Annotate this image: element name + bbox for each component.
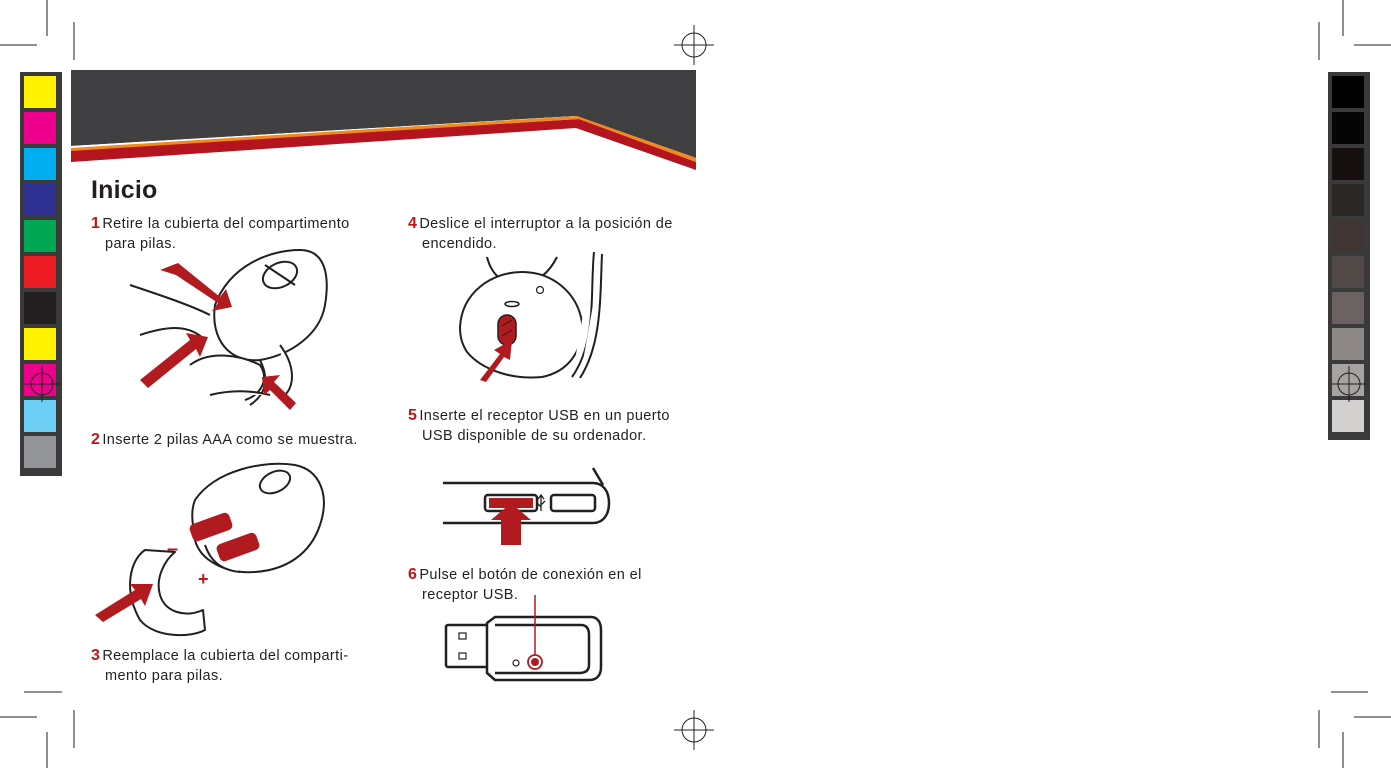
color-swatch: [24, 112, 56, 144]
color-swatch: [24, 256, 56, 288]
insert-batteries-illustration: [95, 460, 335, 640]
color-swatch: [1332, 400, 1364, 432]
step-2: [91, 430, 358, 450]
color-swatch: [24, 436, 56, 468]
color-swatch: [1332, 184, 1364, 216]
page-title: Inicio: [91, 176, 158, 204]
step-text: encendido.: [422, 236, 497, 252]
step-text: mento para pilas.: [105, 668, 224, 684]
remove-cover-illustration: [120, 245, 360, 415]
step-4: [408, 214, 673, 254]
color-bar-left: [20, 72, 62, 476]
color-swatch: [24, 400, 56, 432]
registration-mark-icon: [674, 25, 714, 65]
step-text: receptor USB.: [422, 587, 519, 603]
step-number: 1: [91, 215, 101, 232]
color-swatch: [1332, 220, 1364, 252]
registration-mark-icon: [1329, 364, 1369, 404]
color-swatch: [24, 76, 56, 108]
step-number: 3: [91, 647, 101, 664]
color-swatch: [24, 328, 56, 360]
step-text: Retire la cubierta del compartimento: [102, 216, 350, 232]
step-5: [408, 406, 670, 446]
color-swatch: [24, 220, 56, 252]
step-number: 6: [408, 566, 418, 583]
step-text: Reemplace la cubierta del comparti-: [102, 648, 349, 664]
color-swatch: [1332, 328, 1364, 360]
step-3: [91, 646, 348, 686]
step-text: Inserte el receptor USB en un puerto: [419, 408, 670, 424]
registration-mark-icon: [22, 364, 62, 404]
color-swatch: [1332, 292, 1364, 324]
usb-receiver-illustration: [443, 595, 613, 690]
color-swatch: [1332, 112, 1364, 144]
color-swatch: [24, 184, 56, 216]
usb-port-illustration: [443, 465, 618, 545]
registration-mark-icon: [674, 710, 714, 750]
step-number: 5: [408, 407, 418, 424]
color-swatch: [1332, 148, 1364, 180]
step-text: Deslice el interruptor a la posición de: [419, 216, 673, 232]
color-swatch: [24, 148, 56, 180]
color-swatch: [1332, 76, 1364, 108]
battery-minus-label: –: [167, 538, 179, 560]
step-text: USB disponible de su ordenador.: [422, 428, 647, 444]
step-number: 4: [408, 215, 418, 232]
color-swatch: [1332, 256, 1364, 288]
header-banner: [71, 70, 696, 172]
step-number: 2: [91, 431, 101, 448]
step-text: para pilas.: [105, 236, 177, 252]
color-swatch: [24, 292, 56, 324]
step-text: Pulse el botón de conexión en el: [419, 567, 642, 583]
battery-plus-label: +: [198, 569, 209, 589]
power-switch-illustration: [452, 252, 612, 382]
step-text: Inserte 2 pilas AAA como se muestra.: [102, 432, 358, 448]
